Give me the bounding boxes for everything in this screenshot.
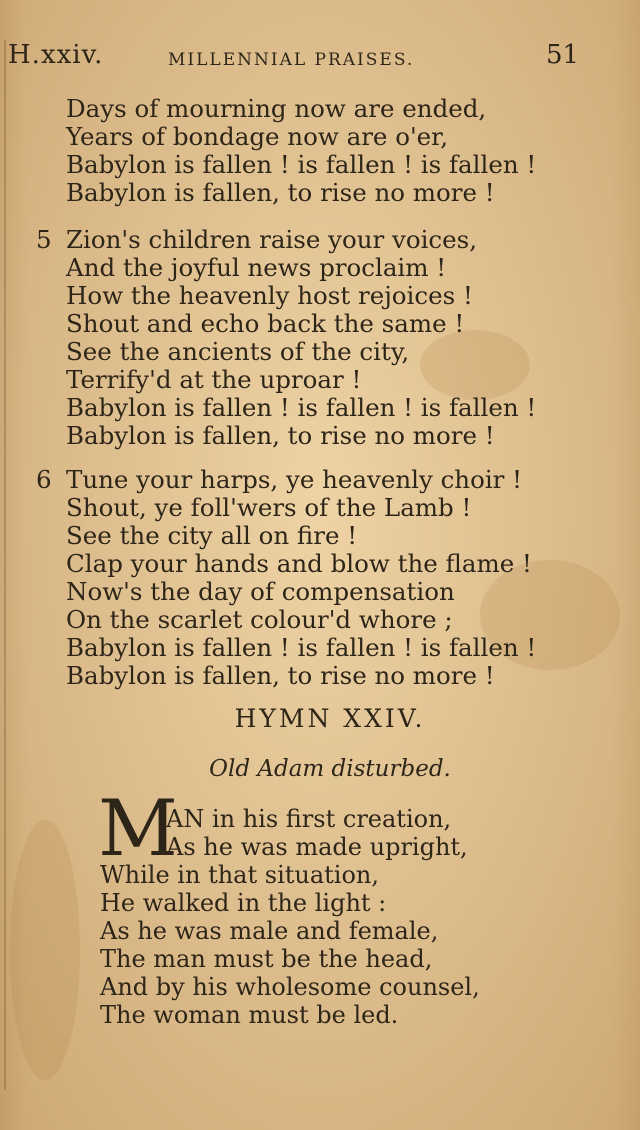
- hymn-subtitle: Old Adam disturbed.: [209, 756, 451, 782]
- stanza-number: 5: [36, 225, 52, 254]
- verse-line: On the scarlet colour'd whore ;: [66, 605, 453, 634]
- verse-line: While in that situation,: [100, 861, 380, 889]
- verse-line: Shout, ye foll'wers of the Lamb !: [66, 493, 472, 522]
- section-mark: H.xxiv.: [8, 40, 104, 70]
- verse-line: See the city all on fire !: [66, 521, 358, 550]
- page-number: 51: [546, 40, 580, 70]
- verse-line: He walked in the light :: [100, 889, 387, 917]
- verse-line: Clap your hands and blow the flame !: [66, 549, 532, 578]
- verse-line: Babylon is fallen, to rise no more !: [66, 421, 495, 450]
- verse-line: Babylon is fallen ! is fallen ! is fallen !: [66, 633, 537, 662]
- drop-cap: M: [98, 784, 178, 874]
- verse-line: Babylon is fallen, to rise no more !: [66, 178, 495, 207]
- verse-line: Tune your harps, ye heavenly choir !: [66, 465, 523, 494]
- stanza-5: [0, 226, 640, 450]
- stanza-6: [0, 466, 640, 690]
- verse-line: The man must be the head,: [100, 945, 433, 973]
- stanza-number: 6: [36, 465, 52, 494]
- verse-line: Now's the day of compensation: [66, 577, 455, 606]
- running-header: [0, 40, 640, 76]
- verse-line: See the ancients of the city,: [66, 337, 410, 366]
- verse-line: As he was made upright,: [166, 833, 468, 861]
- verse-line: Babylon is fallen ! is fallen ! is fallen !: [66, 393, 537, 422]
- verse-line: As he was male and female,: [100, 917, 439, 945]
- hymn-24-stanza-1: [0, 805, 640, 1029]
- verse-line: How the heavenly host rejoices !: [66, 281, 473, 310]
- verse-line: AN in his first creation,: [166, 805, 452, 833]
- verse-line: Babylon is fallen, to rise no more !: [66, 661, 495, 690]
- verse-line: The woman must be led.: [100, 1001, 399, 1029]
- stanza-continued: [0, 95, 640, 207]
- book-title: MILLENNIAL PRAISES.: [168, 50, 415, 70]
- verse-line: Shout and echo back the same !: [66, 309, 465, 338]
- verse-line: Years of bondage now are o'er,: [66, 122, 448, 151]
- verse-line: Days of mourning now are ended,: [66, 94, 487, 123]
- hymn-title: HYMN XXIV.: [234, 704, 426, 733]
- verse-line: And by his wholesome counsel,: [100, 973, 480, 1001]
- verse-line: Terrify'd at the uproar !: [66, 365, 362, 394]
- verse-line: And the joyful news proclaim !: [66, 253, 447, 282]
- verse-line: Zion's children raise your voices,: [66, 225, 478, 254]
- verse-line: Babylon is fallen ! is fallen ! is fallen !: [66, 150, 537, 179]
